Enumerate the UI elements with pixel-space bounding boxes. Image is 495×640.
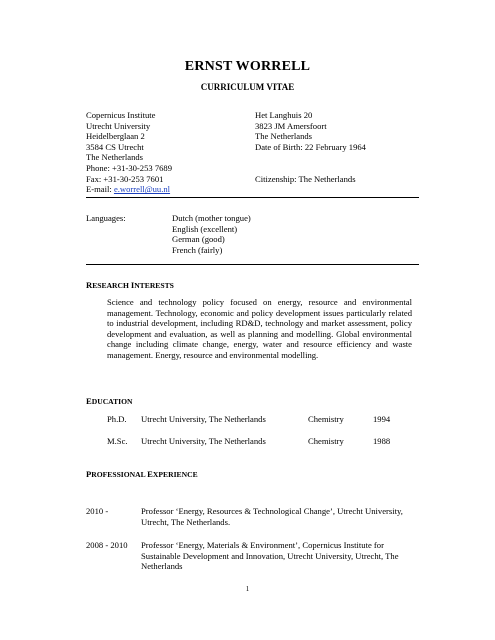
address-line: 3584 CS Utrecht — [86, 141, 144, 152]
languages-label: Languages: — [86, 213, 126, 223]
experience-dates: 2008 - 2010 — [86, 540, 128, 550]
institution: Utrecht University, The Netherlands — [141, 414, 266, 424]
degree: M.Sc. — [107, 436, 128, 446]
language-item: Dutch (mother tongue) — [172, 213, 251, 223]
language-item: English (excellent) — [172, 223, 238, 234]
institution: Utrecht University, The Netherlands — [141, 436, 266, 446]
page-number: 1 — [245, 585, 250, 593]
phone-line: Phone: +31-30-253 7689 — [86, 162, 173, 173]
address-line: The Netherlands — [255, 131, 313, 142]
cv-subtitle: CURRICULUM VITAE — [200, 82, 295, 92]
research-text: Science and technology policy focused on energy, resource and environmental management. Technology, economic and policy development issues particularly related to industrial development, including RD&D, technology and market assessment, policy development and evaluation, as well as planning and modelling. Global environmental change including climate change, energy, water and resource efficiency and waste management. Energy, resource and environmental modelling. — [107, 297, 412, 360]
home-address — [255, 110, 366, 184]
degree: Ph.D. — [107, 414, 127, 424]
year: 1994 — [373, 414, 391, 424]
address-line: Utrecht University — [86, 120, 151, 131]
experience-dates: 2010 - — [86, 506, 109, 516]
experience-text: Professor ‘Energy, Resources & Technological Change’, Utrecht University, Utrecht, The Netherlands. — [141, 506, 403, 527]
experience-text: Professor ‘Energy, Materials & Environment’, Copernicus Institute for Sustainable Development and Innovation, Utrecht University, Utrecht, The Netherlands — [141, 540, 399, 572]
address-line: Het Langhuis 20 — [255, 110, 313, 120]
divider — [86, 197, 419, 198]
year: 1988 — [373, 436, 391, 446]
address-line: Heidelberglaan 2 — [86, 131, 145, 142]
email-label: E-mail: — [86, 184, 112, 195]
education-heading: EDUCATION — [86, 396, 133, 406]
email-line — [86, 184, 172, 195]
divider — [86, 264, 419, 265]
address-line: The Netherlands — [86, 152, 144, 163]
research-heading: RESEARCH INTERESTS — [86, 280, 174, 290]
address-line: 3823 JM Amersfoort — [255, 120, 327, 131]
birth-date: Date of Birth: 22 February 1964 — [255, 141, 366, 152]
language-item: German (good) — [172, 234, 225, 245]
address-line: Copernicus Institute — [86, 110, 156, 120]
institute-address — [86, 110, 172, 195]
fax-line: Fax: +31-30-253 7601 — [86, 173, 164, 184]
experience-heading: PROFESSIONAL EXPERIENCE — [86, 469, 198, 479]
field: Chemistry — [308, 436, 344, 446]
cv-name: ERNST WORRELL — [184, 59, 311, 74]
field: Chemistry — [308, 414, 344, 424]
language-item: French (fairly) — [172, 244, 223, 255]
languages-list — [172, 213, 251, 255]
email-link[interactable]: e.worrell@uu.nl — [113, 184, 171, 195]
citizenship: Citizenship: The Netherlands — [255, 173, 356, 184]
